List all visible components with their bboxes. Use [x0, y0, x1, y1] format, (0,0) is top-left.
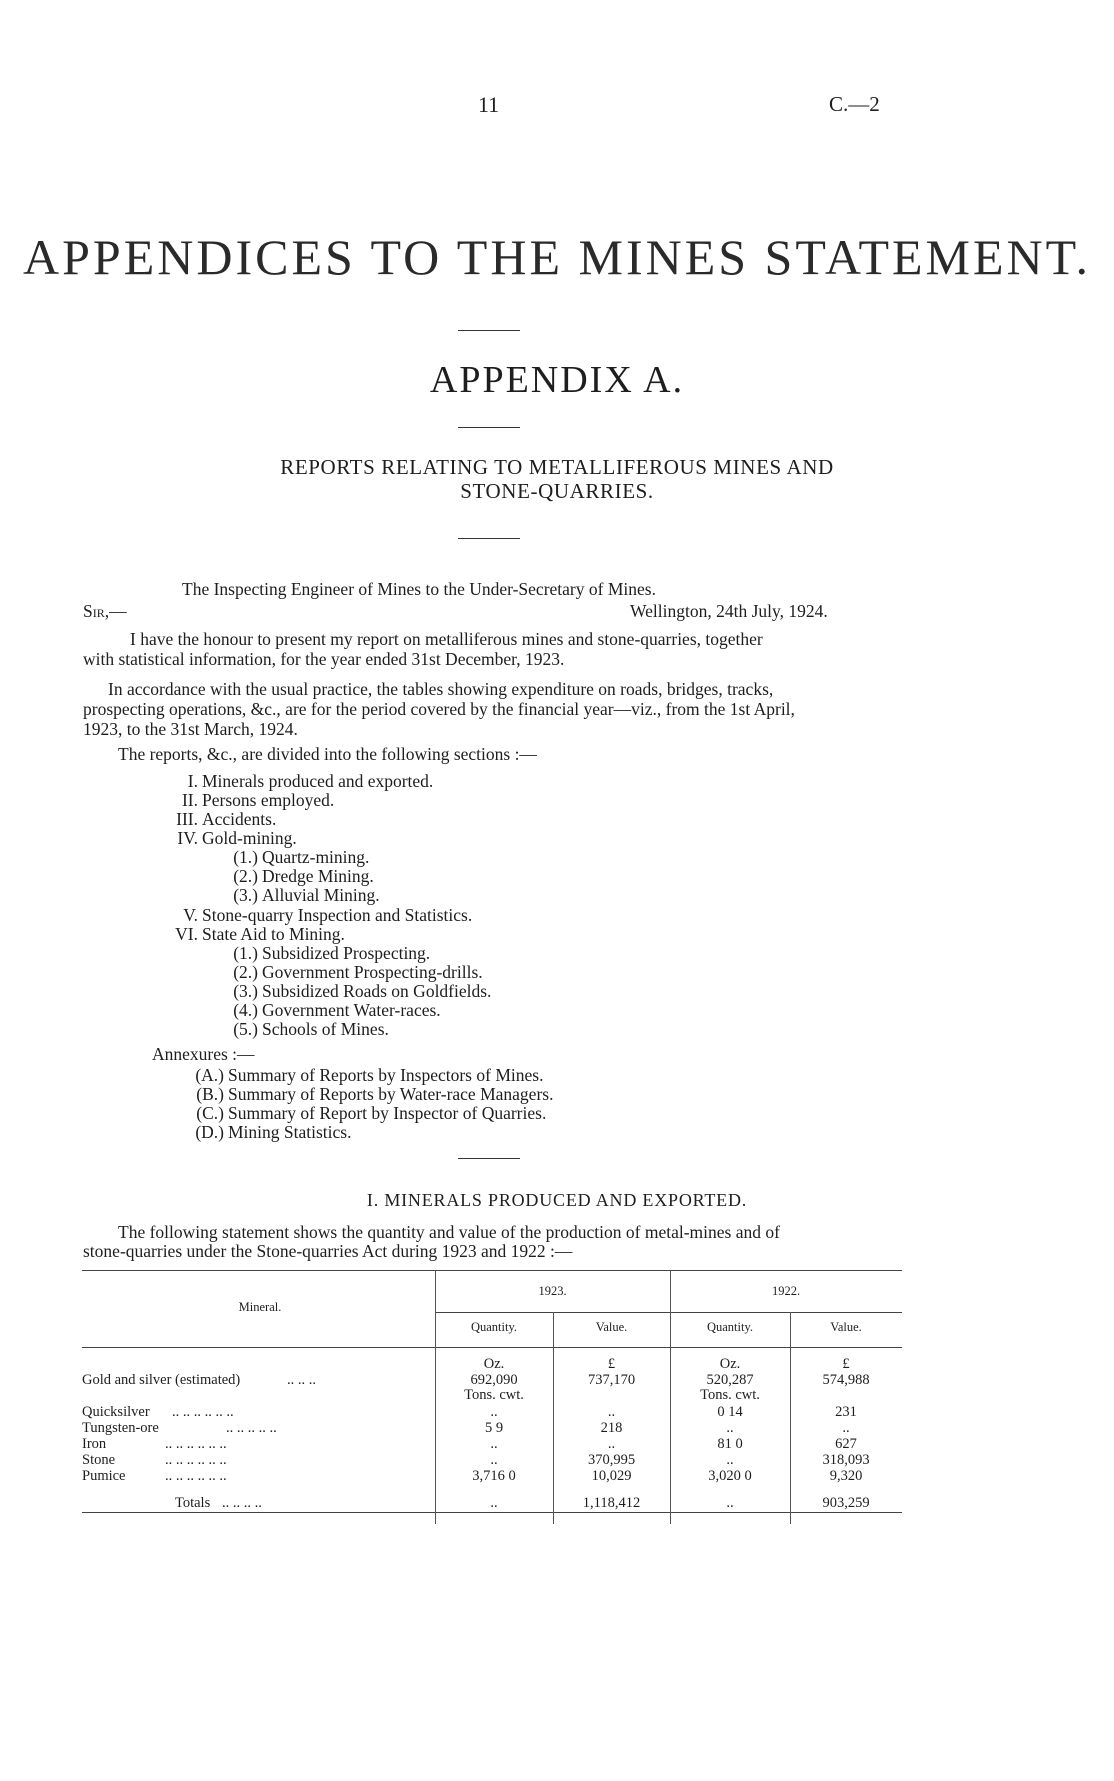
col-header-mineral: Mineral.	[238, 1300, 282, 1314]
cell-value-1922: ..	[842, 1420, 850, 1436]
paragraph-1-line-1: I have the honour to present my report on metalliferous mines and stone-quarries, together	[130, 629, 763, 649]
section-number: (2.)	[233, 962, 258, 982]
totals-value-1923: 1,118,412	[582, 1495, 641, 1511]
section-label: Subsidized Roads on Goldfields.	[262, 981, 492, 1001]
cell-value-1922: 627	[835, 1436, 857, 1452]
page-number: 11	[478, 92, 500, 117]
appendix-divider	[458, 427, 520, 428]
section-intro-line-2: stone-quarries under the Stone-quarries Act during 1923 and 1922 :—	[83, 1241, 573, 1261]
cell-value-1923: ..	[607, 1404, 616, 1420]
cell-quantity-1922: 81 0	[717, 1436, 743, 1452]
report-code: C.—2	[829, 92, 880, 116]
cell-quantity-1923: 692,090	[470, 1372, 518, 1388]
section-number: (2.)	[233, 866, 258, 886]
cell-quantity-1922: 3,020 0	[708, 1468, 752, 1484]
letter-addressee: The Inspecting Engineer of Mines to the Under-Secretary of Mines.	[182, 579, 656, 599]
unit-oz-1922: Oz.	[719, 1356, 741, 1372]
cell-quantity-1922: ..	[726, 1420, 734, 1436]
section-label: Persons employed.	[202, 790, 335, 810]
section-number: (4.)	[233, 1000, 258, 1020]
unit-pound-1923: £	[607, 1356, 616, 1372]
section-heading: I. MINERALS PRODUCED AND EXPORTED.	[366, 1190, 748, 1210]
section-number: (1.)	[233, 943, 258, 963]
section-divider	[458, 1158, 520, 1159]
cell-value-1922: 9,320	[829, 1468, 863, 1484]
cell-quantity-1922: 520,287	[706, 1372, 754, 1388]
section-number: (3.)	[233, 981, 258, 1001]
subtitle-line-1: REPORTS RELATING TO METALLIFEROUS MINES AND	[280, 455, 834, 479]
paragraph-2-line-3: 1923, to the 31st March, 1924.	[83, 719, 298, 739]
unit-tons-1923: Tons. cwt.	[464, 1387, 524, 1403]
section-number: (1.)	[233, 847, 258, 867]
cell-quantity-1923: 3,716 0	[472, 1468, 516, 1484]
cell-value-1923: ..	[607, 1436, 616, 1452]
section-label: Gold-mining.	[202, 828, 297, 848]
section-label: Government Prospecting-drills.	[262, 962, 483, 982]
row-mineral-label: Quicksilver	[82, 1404, 150, 1420]
section-number: (3.)	[233, 885, 258, 905]
table-top-rule	[82, 1270, 902, 1271]
subtitle-line-2: STONE-QUARRIES.	[460, 479, 654, 503]
totals-value-1922: 903,259	[822, 1495, 870, 1511]
section-label: Minerals produced and exported.	[202, 771, 434, 791]
paragraph-1-line-2: with statistical information, for the year ended 31st December, 1923.	[83, 649, 565, 669]
section-label: Government Water-races.	[262, 1000, 441, 1020]
cell-value-1923: 737,170	[587, 1372, 636, 1388]
annexure-label: Summary of Reports by Water-race Managers.	[228, 1084, 554, 1104]
section-number: V.	[183, 905, 198, 925]
appendix-title: APPENDIX A.	[429, 359, 685, 401]
section-number: I.	[187, 771, 198, 791]
cell-quantity-1922: ..	[726, 1452, 734, 1468]
totals-label: Totals	[175, 1495, 211, 1511]
annexure-letter: (B.)	[196, 1084, 224, 1104]
cell-value-1923: 218	[600, 1420, 623, 1436]
annexure-letter: (C.)	[196, 1103, 224, 1123]
section-label: Quartz-mining.	[262, 847, 370, 867]
unit-pound-1922: £	[842, 1356, 850, 1372]
cell-quantity-1923: ..	[490, 1452, 498, 1468]
annexures-label: Annexures :—	[152, 1044, 255, 1064]
annexure-letter: (A.)	[195, 1065, 224, 1085]
unit-oz-1923: Oz.	[483, 1356, 505, 1372]
cell-value-1922: 318,093	[822, 1452, 870, 1468]
paragraph-2-line-1: In accordance with the usual practice, the tables showing expenditure on roads, bridges, tracks,	[108, 679, 774, 699]
col-header-value-1923: Value.	[595, 1320, 628, 1334]
cell-quantity-1922: 0 14	[717, 1404, 743, 1420]
row-mineral-label: Pumice	[82, 1468, 126, 1484]
section-label: Dredge Mining.	[262, 866, 374, 886]
cell-quantity-1923: ..	[490, 1404, 498, 1420]
row-leader-dots: .. .. .. .. .. ..	[165, 1452, 227, 1468]
section-number: II.	[181, 790, 198, 810]
row-mineral-label: Gold and silver (estimated)	[82, 1372, 241, 1388]
section-number: VI.	[175, 924, 198, 944]
row-leader-dots: .. .. .. .. ..	[226, 1420, 277, 1436]
annexure-label: Summary of Report by Inspector of Quarries.	[228, 1103, 547, 1123]
row-leader-dots: .. .. .. .. .. ..	[165, 1468, 227, 1484]
totals-leader-dots: .. .. .. ..	[222, 1495, 262, 1511]
row-mineral-label: Tungsten-ore	[82, 1420, 159, 1436]
col-header-quantity-1923: Quantity.	[470, 1320, 518, 1334]
totals-quantity-1922: ..	[726, 1495, 734, 1511]
annexure-label: Mining Statistics.	[228, 1122, 352, 1142]
col-header-year-1923: 1923.	[538, 1284, 567, 1298]
section-label: Subsidized Prospecting.	[262, 943, 431, 963]
page-title: APPENDICES TO THE MINES STATEMENT.	[23, 229, 1091, 285]
row-leader-dots: .. .. ..	[287, 1372, 316, 1388]
cell-value-1923: 10,029	[591, 1468, 632, 1484]
title-divider	[458, 330, 520, 331]
section-label: Stone-quarry Inspection and Statistics.	[202, 905, 473, 925]
subtitle-divider	[458, 538, 520, 539]
paragraph-3: The reports, &c., are divided into the following sections :—	[118, 744, 537, 764]
section-label: State Aid to Mining.	[202, 924, 345, 944]
unit-tons-1922: Tons. cwt.	[700, 1387, 760, 1403]
annexure-label: Summary of Reports by Inspectors of Mines.	[228, 1065, 544, 1085]
row-leader-dots: .. .. .. .. .. ..	[172, 1404, 234, 1420]
col-header-value-1922: Value.	[830, 1320, 862, 1334]
section-number: (5.)	[233, 1019, 258, 1039]
appendix-subtitle	[0, 455, 1114, 503]
cell-value-1922: 574,988	[822, 1372, 870, 1388]
cell-quantity-1923: 5 9	[484, 1420, 504, 1436]
table-header-rule	[82, 1347, 902, 1348]
col-header-year-1922: 1922.	[771, 1284, 801, 1298]
annexure-letter: (D.)	[195, 1122, 224, 1142]
table-bottom-rule	[82, 1512, 902, 1513]
year-subheader-rule	[435, 1312, 902, 1313]
letter-salutation: Sir,—	[83, 601, 127, 621]
section-label: Alluvial Mining.	[262, 885, 380, 905]
section-number: III.	[176, 809, 198, 829]
cell-quantity-1923: ..	[490, 1436, 498, 1452]
row-leader-dots: .. .. .. .. .. ..	[165, 1436, 227, 1452]
cell-value-1922: 231	[835, 1404, 857, 1420]
row-mineral-label: Iron	[82, 1436, 107, 1452]
section-label: Accidents.	[202, 809, 277, 829]
cell-value-1923: 370,995	[587, 1452, 636, 1468]
section-number: IV.	[177, 828, 198, 848]
letter-place-date: Wellington, 24th July, 1924.	[630, 601, 828, 621]
totals-quantity-1923: ..	[490, 1495, 498, 1511]
paragraph-2-line-2: prospecting operations, &c., are for the period covered by the financial year—viz., from the 1st April,	[83, 699, 795, 719]
section-intro-line-1: The following statement shows the quantity and value of the production of metal-mines and of	[118, 1222, 780, 1242]
col-header-quantity-1922: Quantity.	[706, 1320, 754, 1334]
row-mineral-label: Stone	[82, 1452, 116, 1468]
section-label: Schools of Mines.	[262, 1019, 389, 1039]
